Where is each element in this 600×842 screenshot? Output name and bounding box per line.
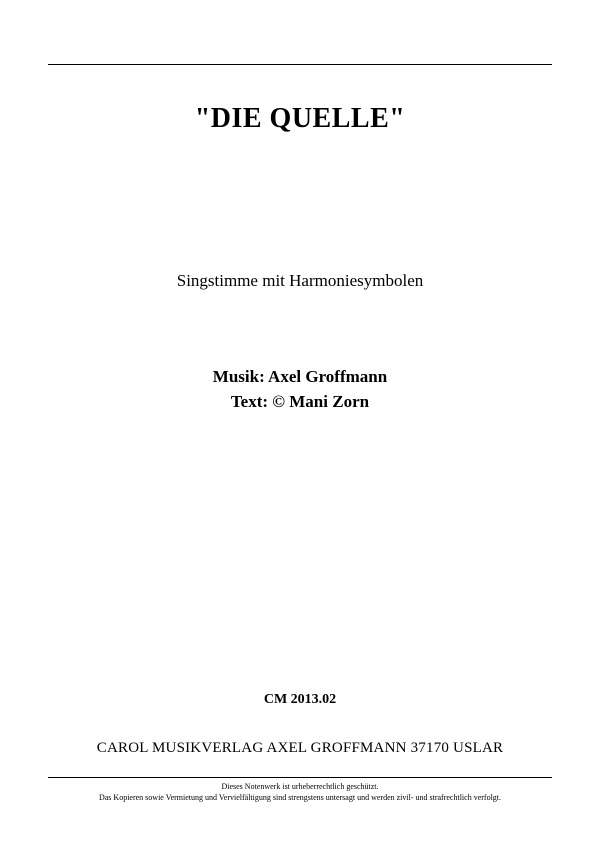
lyrics-credit: Text: © Mani Zorn xyxy=(230,392,370,411)
top-divider xyxy=(48,64,552,65)
bottom-divider xyxy=(48,777,552,778)
page-title: "DIE QUELLE" xyxy=(194,103,406,134)
publisher-line: CAROL MUSIKVERLAG AXEL GROFFMANN 37170 USLAR xyxy=(96,740,504,756)
copyright-notice-line-2: Das Kopieren sowie Vermietung und Vervielfältigung sind strengstens untersagt und werden zivil- und strafrechtlich verfolgt. xyxy=(98,793,502,802)
copyright-notice-line-1: Dieses Notenwerk ist urheberrechtlich geschützt. xyxy=(221,782,379,791)
catalog-number: CM 2013.02 xyxy=(263,692,337,707)
music-credit: Musik: Axel Groffmann xyxy=(212,367,388,386)
subtitle: Singstimme mit Harmoniesymbolen xyxy=(176,271,424,290)
